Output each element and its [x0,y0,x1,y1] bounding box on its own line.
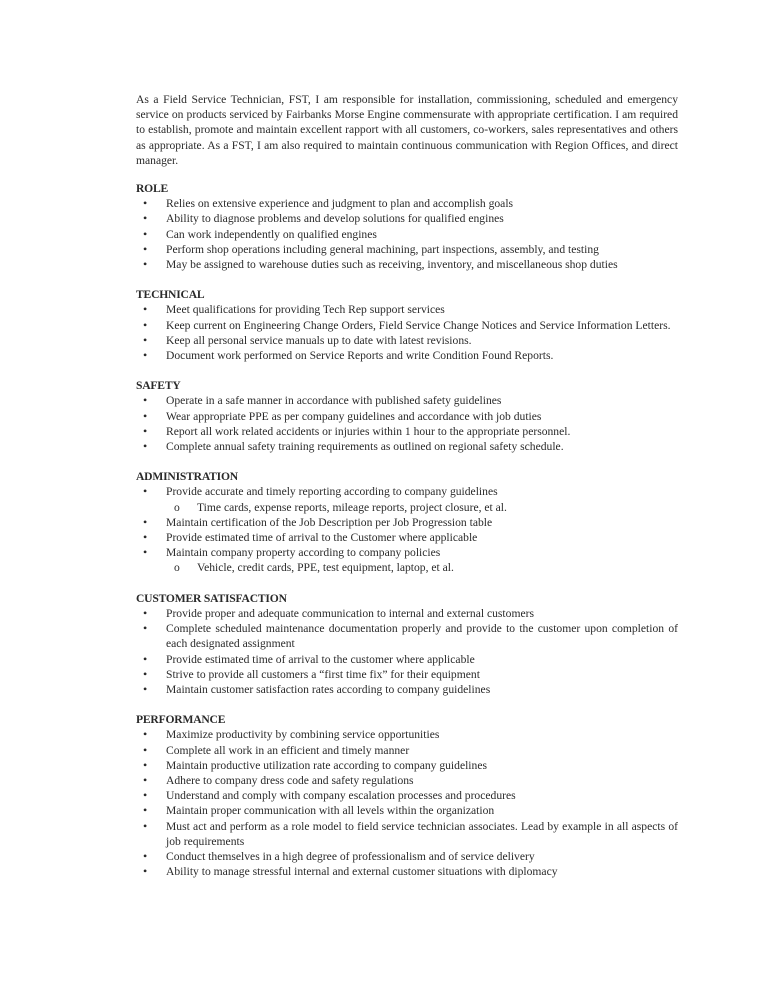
section-safety [136,378,678,454]
list-item: • Complete annual safety training requirements as outlined on regional safety schedule. [136,439,678,454]
section-customer-satisfaction [136,591,678,697]
section-role [136,181,678,272]
list-item: • Understand and comply with company escalation processes and procedures [136,788,678,803]
list-item: • Maintain proper communication with all levels within the organization [136,803,678,818]
section-heading: ROLE [136,182,169,196]
list-item: • Wear appropriate PPE as per company guidelines and accordance with job duties [136,409,678,424]
bullet-list [136,302,678,363]
list-item: • Complete scheduled maintenance documentation properly and provide to the customer upon completion of each designated assignment [136,621,678,651]
list-item: • Ability to diagnose problems and develop solutions for qualified engines [136,211,678,226]
bullet-list [136,196,678,272]
bullet-list [136,393,678,454]
section-performance [136,712,678,879]
list-item: • Maintain company property according to company policies [136,545,678,560]
list-item: • Complete all work in an efficient and timely manner [136,743,678,758]
list-item: • Conduct themselves in a high degree of professionalism and of service delivery [136,849,678,864]
list-item: • May be assigned to warehouse duties such as receiving, inventory, and miscellaneous shop duties [136,257,678,272]
list-item: • Ability to manage stressful internal and external customer situations with diplomacy [136,864,678,879]
list-item: • Provide proper and adequate communication to internal and external customers [136,606,678,621]
list-item: • Maximize productivity by combining service opportunities [136,727,678,742]
bullet-list [136,727,678,879]
list-item: • Must act and perform as a role model to field service technician associates. Lead by example in all aspects of job requirements [136,819,678,849]
list-item: • Can work independently on qualified engines [136,227,678,242]
list-item: • Perform shop operations including general machining, part inspections, assembly, and testing [136,242,678,257]
list-item: • Maintain customer satisfaction rates according to company guidelines [136,682,678,697]
list-item: • Document work performed on Service Reports and write Condition Found Reports. [136,348,678,363]
list-item: • Meet qualifications for providing Tech Rep support services [136,302,678,317]
intro-paragraph: As a Field Service Technician, FST, I am responsible for installation, commissioning, scheduled and emergency service on products serviced by Fairbanks Morse Engine commensurate with appropriate certification. I am required to establish, promote and maintain excellent rapport with all customers, co-workers, sales representatives and others as appropriate. As a FST, I am also required to maintain continuous communication with Region Offices, and direct manager. [136,93,678,167]
section-heading: ADMINISTRATION [136,470,238,484]
list-item: • Strive to provide all customers a “first time fix” for their equipment [136,667,678,682]
section-technical [136,287,678,363]
list-item: • Adhere to company dress code and safety regulations [136,773,678,788]
list-item: • Provide estimated time of arrival to the Customer where applicable [136,530,678,545]
section-heading: PERFORMANCE [136,713,226,727]
list-item: • Keep current on Engineering Change Orders, Field Service Change Notices and Service Information Letters. [136,318,678,333]
list-item: • Keep all personal service manuals up to date with latest revisions. [136,333,678,348]
list-item: • Report all work related accidents or injuries within 1 hour to the appropriate personnel. [136,424,678,439]
bullet-list [136,484,678,575]
section-heading: TECHNICAL [136,288,205,302]
list-item: • Relies on extensive experience and judgment to plan and accomplish goals [136,196,678,211]
list-item: • Operate in a safe manner in accordance with published safety guidelines [136,393,678,408]
sub-list-item: o Time cards, expense reports, mileage reports, project closure, et al. [136,500,678,515]
section-heading: SAFETY [136,379,181,393]
list-item: • Maintain certification of the Job Description per Job Progression table [136,515,678,530]
bullet-list [136,606,678,697]
list-item: • Provide estimated time of arrival to the customer where applicable [136,652,678,667]
list-item: • Provide accurate and timely reporting according to company guidelines [136,484,678,499]
list-item: • Maintain productive utilization rate according to company guidelines [136,758,678,773]
section-heading: CUSTOMER SATISFACTION [136,591,287,605]
section-administration [136,469,678,575]
sub-list-item: o Vehicle, credit cards, PPE, test equipment, laptop, et al. [136,560,678,575]
